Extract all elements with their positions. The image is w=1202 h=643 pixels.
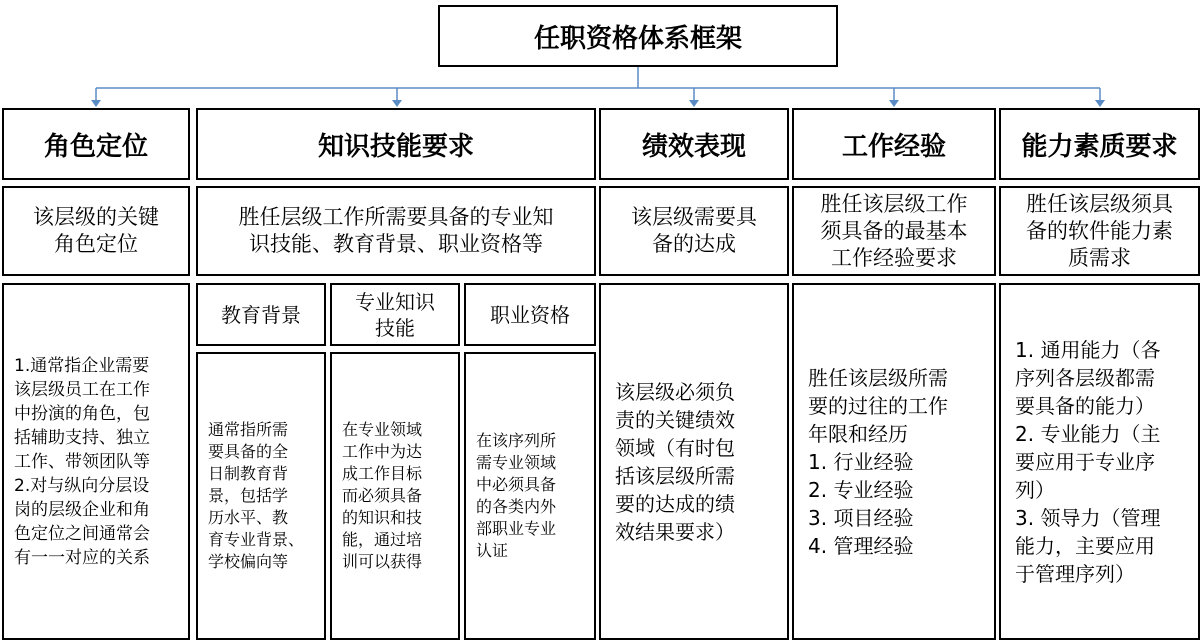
description-work-experience-text: 胜任该层级工作 须具备的最基本 工作经验要求 bbox=[820, 191, 968, 270]
description-role-positioning bbox=[2, 186, 190, 276]
description-work-experience bbox=[792, 186, 996, 276]
content-role-positioning-text: 1.通常指企业需要 该层级员工在工作 中扮演的角色，包 括辅助支持、独立 工作、带领团队等 2.对与纵向分层设 岗的层级企业和角 色定位之间通常会 有一一对应的关系 bbox=[14, 355, 150, 568]
description-role-positioning-text: 该层级的关键 角色定位 bbox=[33, 205, 159, 256]
content-role-positioning bbox=[2, 283, 190, 640]
content-performance-text: 该层级必须负 责的关键绩效 领域（有时包 括该层级所需 要的达成的绩 效结果要求） bbox=[615, 379, 735, 544]
sub-professional-knowledge-label: 专业知识 技能 bbox=[355, 289, 435, 340]
header-knowledge-skills bbox=[196, 108, 596, 180]
content-professional-knowledge-text: 在专业领域 工作中为达 成工作目标 而必须具备 的知识和技 能，通过培 训可以获得 bbox=[342, 420, 423, 571]
connector-arrowhead bbox=[889, 100, 899, 107]
content-education-background bbox=[196, 352, 326, 640]
header-knowledge-skills-text: 知识技能要求 bbox=[317, 131, 474, 162]
connector-arrowhead bbox=[91, 100, 101, 107]
description-knowledge-skills bbox=[196, 186, 596, 276]
content-work-experience bbox=[792, 283, 996, 640]
header-competency-text: 能力素质要求 bbox=[1021, 131, 1178, 162]
content-vocational-qualification bbox=[464, 352, 596, 640]
header-role-positioning bbox=[2, 108, 190, 180]
header-work-experience-text: 工作经验 bbox=[841, 131, 946, 162]
header-competency bbox=[999, 108, 1200, 180]
sub-vocational-qualification-label: 职业资格 bbox=[490, 302, 570, 327]
header-work-experience bbox=[792, 108, 996, 180]
sub-education-background-label: 教育背景 bbox=[221, 302, 301, 327]
content-performance bbox=[599, 283, 789, 640]
description-competency bbox=[999, 186, 1200, 276]
description-knowledge-skills-text: 胜任层级工作所需要具备的专业知 识技能、教育背景、职业资格等 bbox=[238, 205, 554, 256]
description-performance-text: 该层级需要具 备的达成 bbox=[631, 205, 757, 256]
sub-education-background bbox=[196, 283, 326, 346]
header-performance-text: 绩效表现 bbox=[641, 131, 746, 162]
header-performance bbox=[599, 108, 789, 180]
content-vocational-qualification-text: 在该序列所 需专业领域 中必须具备 的各类内外 部职业专业 认证 bbox=[476, 431, 557, 560]
content-education-background-text: 通常指所需 要具备的全 日制教育背 景，包括学 历水平、教 育专业背景、 学校偏向等 bbox=[208, 420, 305, 571]
content-competency bbox=[999, 283, 1200, 640]
header-role-positioning-text: 角色定位 bbox=[43, 131, 148, 162]
framework-title-text: 任职资格体系框架 bbox=[533, 23, 742, 54]
framework-title bbox=[438, 5, 838, 67]
description-competency-text: 胜任该层级须具 备的软件能力素 质需求 bbox=[1026, 191, 1173, 270]
content-competency-text: 1. 通用能力（各 序列各层级都需 要具备的能力） 2. 专业能力（主 要应用于专业序 列） 3. 领导力（管理 能力，主要应用 于管理序列） bbox=[1015, 337, 1161, 586]
description-performance bbox=[599, 186, 789, 276]
connector-arrowhead bbox=[392, 100, 402, 107]
connector-arrowhead bbox=[689, 100, 699, 107]
connector-arrowhead bbox=[1095, 100, 1105, 107]
sub-professional-knowledge bbox=[330, 283, 460, 346]
content-professional-knowledge bbox=[330, 352, 460, 640]
sub-vocational-qualification bbox=[464, 283, 596, 346]
content-work-experience-text: 胜任该层级所需 要的过往的工作 年限和经历 1. 行业经验 2. 专业经验 3. 项目经验 4. 管理经验 bbox=[808, 365, 948, 558]
